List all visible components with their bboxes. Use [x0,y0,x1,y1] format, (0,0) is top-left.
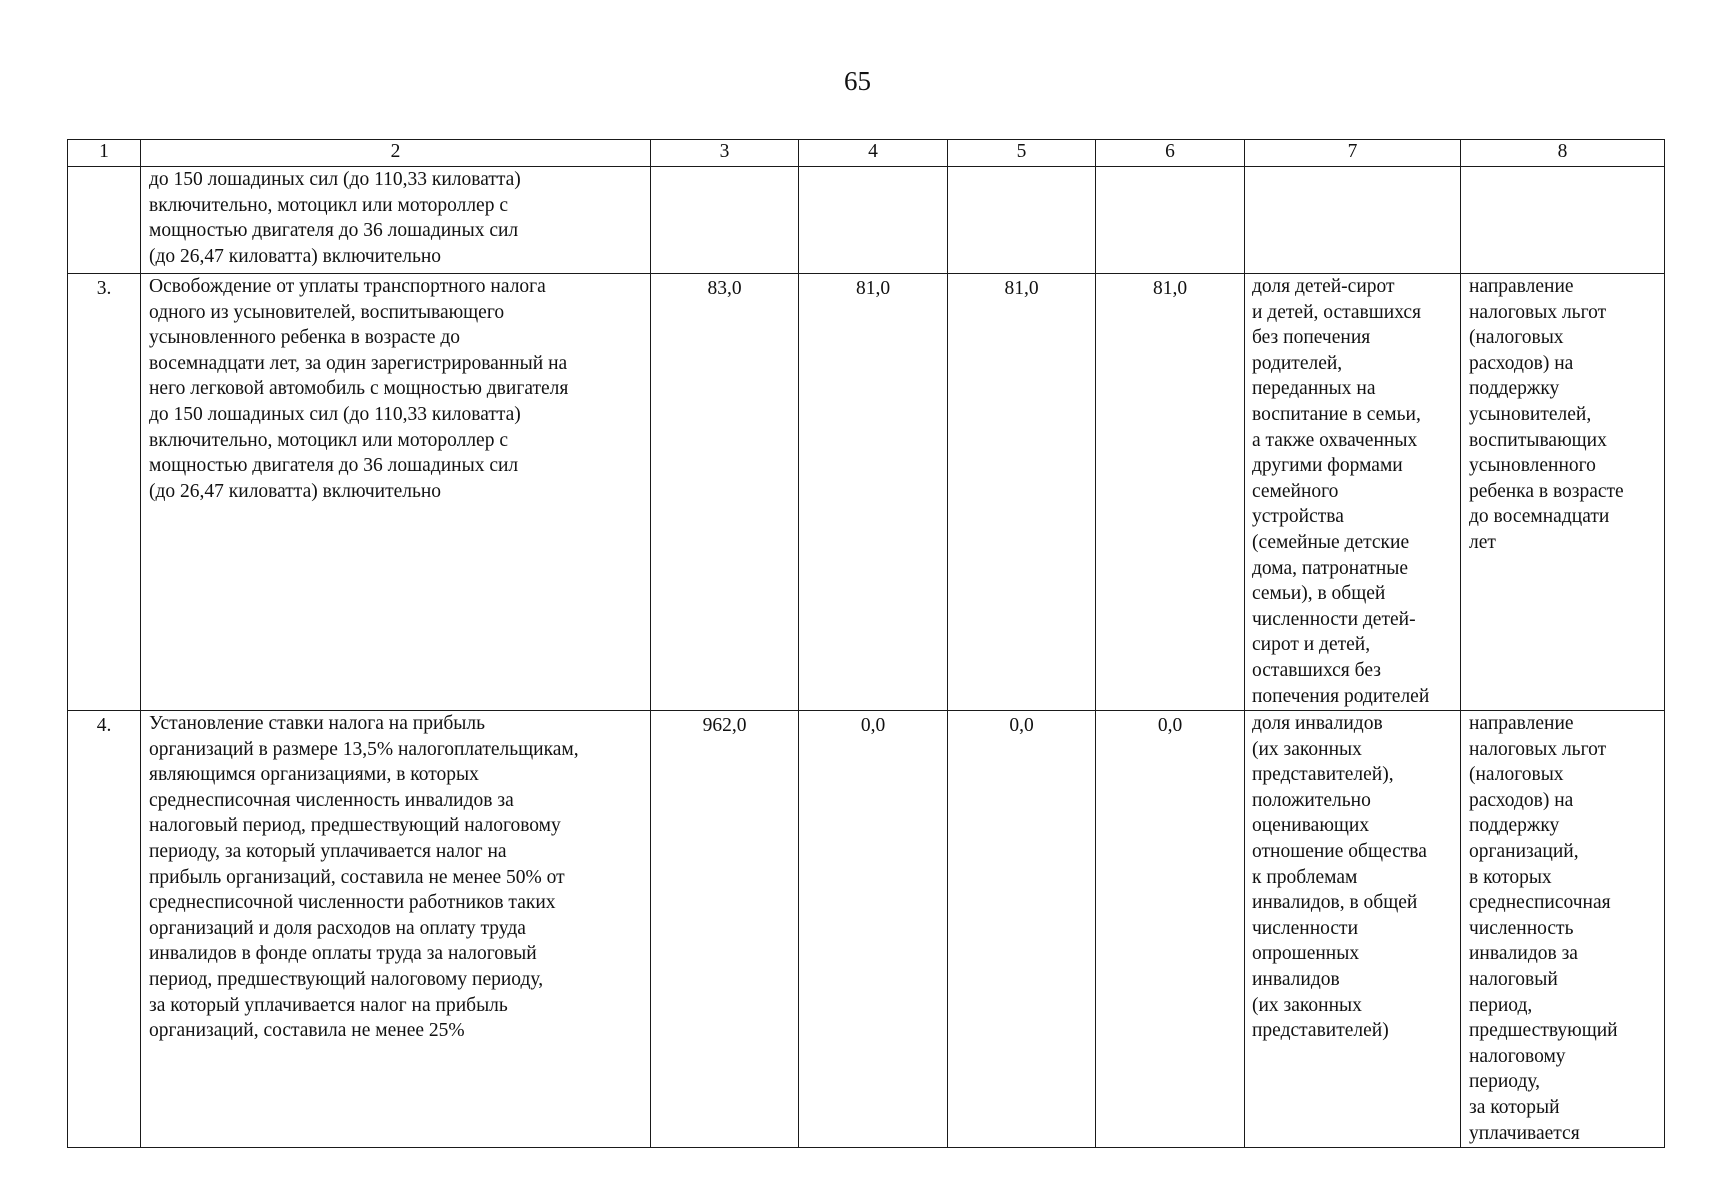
text-line: среднесписочной численности работников таких [149,892,556,914]
value-col-6 [1096,167,1245,274]
text-line: а также охваченных [1252,429,1418,451]
text-line: (их законных [1252,994,1362,1016]
text-line: усыновленного [1469,455,1596,477]
table-row [68,274,1665,711]
header-cell: 1 [68,140,141,167]
header-cell: 8 [1461,140,1665,167]
text-line: включительно, мотоцикл или мотороллер с [149,194,508,216]
text-line: инвалидов [1252,968,1340,990]
text-line: опрошенных [1252,943,1360,965]
text-line: численность [1469,917,1574,939]
text-line: организаций и доля расходов на оплату труда [149,917,526,939]
text-line: доля инвалидов [1252,713,1383,734]
value-col-5: 81,0 [948,274,1096,711]
value-col-6: 0,0 [1096,711,1245,1148]
text-line: предшествующий [1469,1020,1618,1042]
text-line: (налоговых [1469,327,1564,349]
text-line: и детей, оставшихся [1252,301,1422,323]
text-line: за который уплачивается налог на прибыль [149,994,508,1016]
row-number: 4. [68,711,141,1148]
text-line: него легковой автомобиль с мощностью двигателя [149,378,569,400]
text-line: оценивающих [1252,815,1370,837]
text-line: семьи), в общей [1252,583,1386,605]
text-line: являющимся организациями, в которых [149,764,479,786]
text-line: до 150 лошадиных сил (до 110,33 киловатта) [149,403,521,425]
text-line: (до 26,47 киловатта) включительно [149,245,442,267]
indicator-text [1245,167,1461,274]
benefit-description [141,274,651,711]
text-line: период, предшествующий налоговому периоду, [149,968,544,990]
value-col-3: 83,0 [651,274,799,711]
text-line: сирот и детей, [1252,634,1371,656]
value-col-4: 0,0 [799,711,948,1148]
text-line: налоговому [1469,1045,1566,1067]
text-line: семейного [1252,480,1339,502]
text-line: среднесписочная [1469,892,1611,914]
text-line: воспитывающих [1469,429,1607,451]
header-cell: 6 [1096,140,1245,167]
text-line: оставшихся без [1252,659,1381,681]
text-line: ребенка в возрасте [1469,480,1624,502]
text-line: инвалидов за [1469,943,1578,965]
table-row [68,167,1665,274]
text-line: период, [1469,994,1533,1016]
text-line: организаций, [1469,840,1579,862]
text-line: усыновителей, [1469,403,1592,425]
text-line: воспитание в семьи, [1252,403,1421,425]
purpose-text [1461,274,1665,711]
text-line: Освобождение от уплаты транспортного налога [149,276,546,297]
text-line: (их законных [1252,738,1362,760]
text-line: направление [1469,276,1574,297]
text-line: доля детей-сирот [1252,276,1395,297]
text-line: к проблемам [1252,866,1358,888]
indicator-text [1245,274,1461,711]
text-line: направление [1469,713,1574,734]
text-line: включительно, мотоцикл или мотороллер с [149,429,508,451]
text-line: отношение общества [1252,840,1427,862]
row-number [68,167,141,274]
benefit-description [141,711,651,1148]
text-line: дома, патронатные [1252,557,1409,579]
text-line: (семейные детские [1252,531,1410,553]
text-line: в которых [1469,866,1552,888]
text-line: налоговый [1469,968,1558,990]
text-line: поддержку [1469,378,1560,400]
header-cell: 4 [799,140,948,167]
benefits-table [67,139,1665,1148]
text-line: периоду, [1469,1071,1541,1093]
text-line: родителей, [1252,352,1343,374]
purpose-text [1461,711,1665,1148]
header-cell: 3 [651,140,799,167]
page-number: 65 [844,66,871,96]
benefit-description [141,167,651,274]
text-line: численности [1252,917,1359,939]
value-col-5 [948,167,1096,274]
text-line: усыновленного ребенка в возрасте до [149,327,461,349]
text-line: лет [1469,531,1496,553]
text-line: среднесписочная численность инвалидов за [149,789,514,811]
text-line: представителей) [1252,1020,1389,1042]
text-line: мощностью двигателя до 36 лошадиных сил [149,220,519,242]
indicator-text [1245,711,1461,1148]
text-line: прибыль организаций, составила не менее 50% от [149,866,565,888]
text-line: численности детей- [1252,608,1416,630]
text-line: организаций в размере 13,5% налогоплательщикам, [149,738,579,760]
text-line: попечения родителей [1252,685,1430,707]
table-row [68,711,1665,1148]
value-col-5: 0,0 [948,711,1096,1148]
row-number: 3. [68,274,141,711]
text-line: представителей), [1252,764,1394,786]
text-line: за который [1469,1096,1560,1118]
text-line: инвалидов, в общей [1252,892,1418,914]
text-line: положительно [1252,789,1371,811]
purpose-text [1461,167,1665,274]
table-header-row [68,140,1665,167]
text-line: переданных на [1252,378,1376,400]
text-line: расходов) на [1469,789,1574,811]
value-col-3 [651,167,799,274]
value-col-4: 81,0 [799,274,948,711]
text-line: устройства [1252,506,1344,528]
text-line: другими формами [1252,455,1403,477]
text-line: (до 26,47 киловатта) включительно [149,480,442,502]
header-cell: 2 [141,140,651,167]
text-line: уплачивается [1469,1122,1580,1144]
text-line: расходов) на [1469,352,1574,374]
header-cell: 5 [948,140,1096,167]
text-line: восемнадцати лет, за один зарегистрированный на [149,352,568,374]
text-line: без попечения [1252,327,1371,349]
text-line: поддержку [1469,815,1560,837]
text-line: налоговых льгот [1469,301,1607,323]
value-col-4 [799,167,948,274]
text-line: организаций, составила не менее 25% [149,1020,465,1042]
header-cell: 7 [1245,140,1461,167]
text-line: налоговых льгот [1469,738,1607,760]
text-line: мощностью двигателя до 36 лошадиных сил [149,455,519,477]
text-line: налоговый период, предшествующий налоговому [149,815,561,837]
text-line: до 150 лошадиных сил (до 110,33 киловатта) [149,169,521,190]
value-col-3: 962,0 [651,711,799,1148]
text-line: до восемнадцати [1469,506,1610,528]
text-line: Установление ставки налога на прибыль [149,713,486,734]
text-line: одного из усыновителей, воспитывающего [149,301,505,323]
text-line: периоду, за который уплачивается налог на [149,840,507,862]
value-col-6: 81,0 [1096,274,1245,711]
text-line: инвалидов в фонде оплаты труда за налоговый [149,943,537,965]
text-line: (налоговых [1469,764,1564,786]
